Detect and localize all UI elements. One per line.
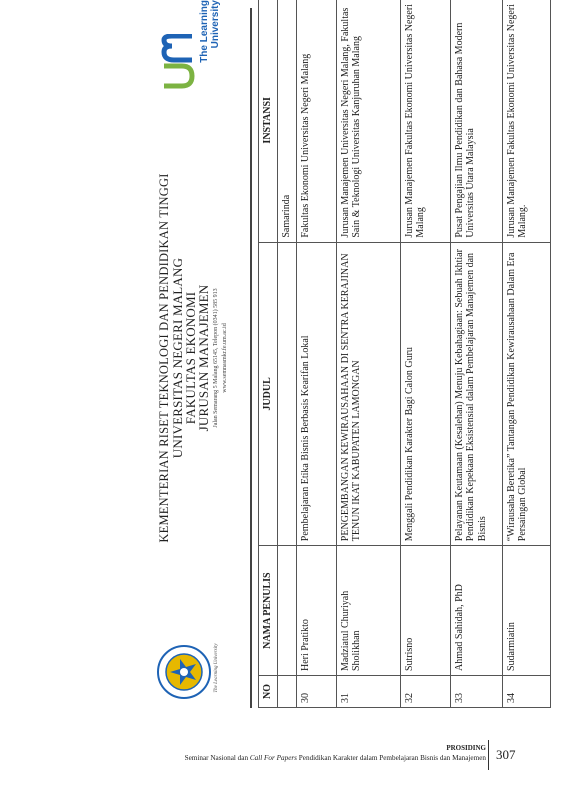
seminar-title [185,754,486,762]
cell-instansi: Jurusan Manajemen Fakultas Ekonomi Universitas Negeri Malang. [502,0,550,242]
faculty-line: FAKULTAS EKONOMI [182,291,198,425]
cell-no: 30 [296,676,336,708]
seminar-prefix: Seminar Nasional dan [184,754,250,762]
cell-instansi: Samarinda [278,0,297,242]
cell-nama: Heri Pratikto [296,546,336,676]
department-line: JURUSAN MANAJEMEN [195,284,211,432]
cell-nama: Ahmad Sahidah, PhD [450,546,502,676]
cell-no: 32 [400,676,450,708]
header-judul: JUDUL [259,242,278,546]
university-line: UNIVERSITAS NEGERI MALANG [169,257,185,459]
cell-nama: Sutrisno [400,546,450,676]
cell-instansi: Pusat Pengajian Ilmu Pendidikan dan Bahasa Modern Universitas Utara Malaysia [450,0,502,242]
cell-judul: “Wirausaha Beretika” Tantangan Pendidikan Kewirausahaan Dalam Era Persaingan Global [502,242,550,546]
page-number: 307 [496,747,516,762]
cell-judul: Menggali Pendidikan Karakter Bagi Calon Guru [400,242,450,546]
brand-line-2: University [209,0,221,49]
seminar-italic: Call For Papers [249,754,297,762]
footer-divider [488,740,489,770]
header-instansi: INSTANSI [259,0,278,242]
cell-instansi: Jurusan Manajemen Fakultas Ekonomi Universitas Negeri Malang [400,0,450,242]
cell-nama: Madziatul Churiyah Sholikhan [336,546,400,676]
ministry-line: KEMENTERIAN RISET TEKNOLOGI DAN PENDIDIKAN TINGGI [157,173,171,543]
header-nama-penulis: NAMA PENULIS [259,546,278,676]
seal-caption: The Learning University [214,643,219,693]
cell-nama: Sudarmiatin [502,546,550,676]
header-no: NO [259,676,278,708]
cell-instansi: Jurusan Manajemen Universitas Negeri Malang, Fakultas Sain & Teknologi Universitas Kanjuruhan Malang [336,0,400,242]
address-line: Jalan Semarang 5 Malang 65145, Telepon (0341) 585 913 [212,288,219,428]
cell-no: 31 [336,676,400,708]
cell-judul: Pembelajaran Etika Bisnis Berbasis Kearifan Lokal [296,242,336,546]
cell-judul: PENGEMBANGAN KEWIRAUSAHAAN DI SENTRA KERAJINAN TENUN IKAT KABUPATEN LAMONGAN [336,242,400,546]
cell-no: 33 [450,676,502,708]
cell-judul: Pelayanan Keutamaan (Kesalehan) Menuju Kebahagiaan: Sebuah Ikhtiar Pendidikan Kepekaan Eksistensial dalam Pembelajaran Manajemen dan Bisnis [450,242,502,546]
cell-no: 34 [502,676,550,708]
website-line: www.semnasmkr.fe.um.ac.id [221,323,228,393]
proceeding-label: PROSIDING [446,744,486,752]
seminar-suffix: Pendidikan Karakter dalam Pembelajaran Bisnis dan Manajemen [296,754,486,762]
cell-instansi: Fakultas Ekonomi Universitas Negeri Malang [296,0,336,242]
brand-line-1: The Learning [199,0,210,63]
